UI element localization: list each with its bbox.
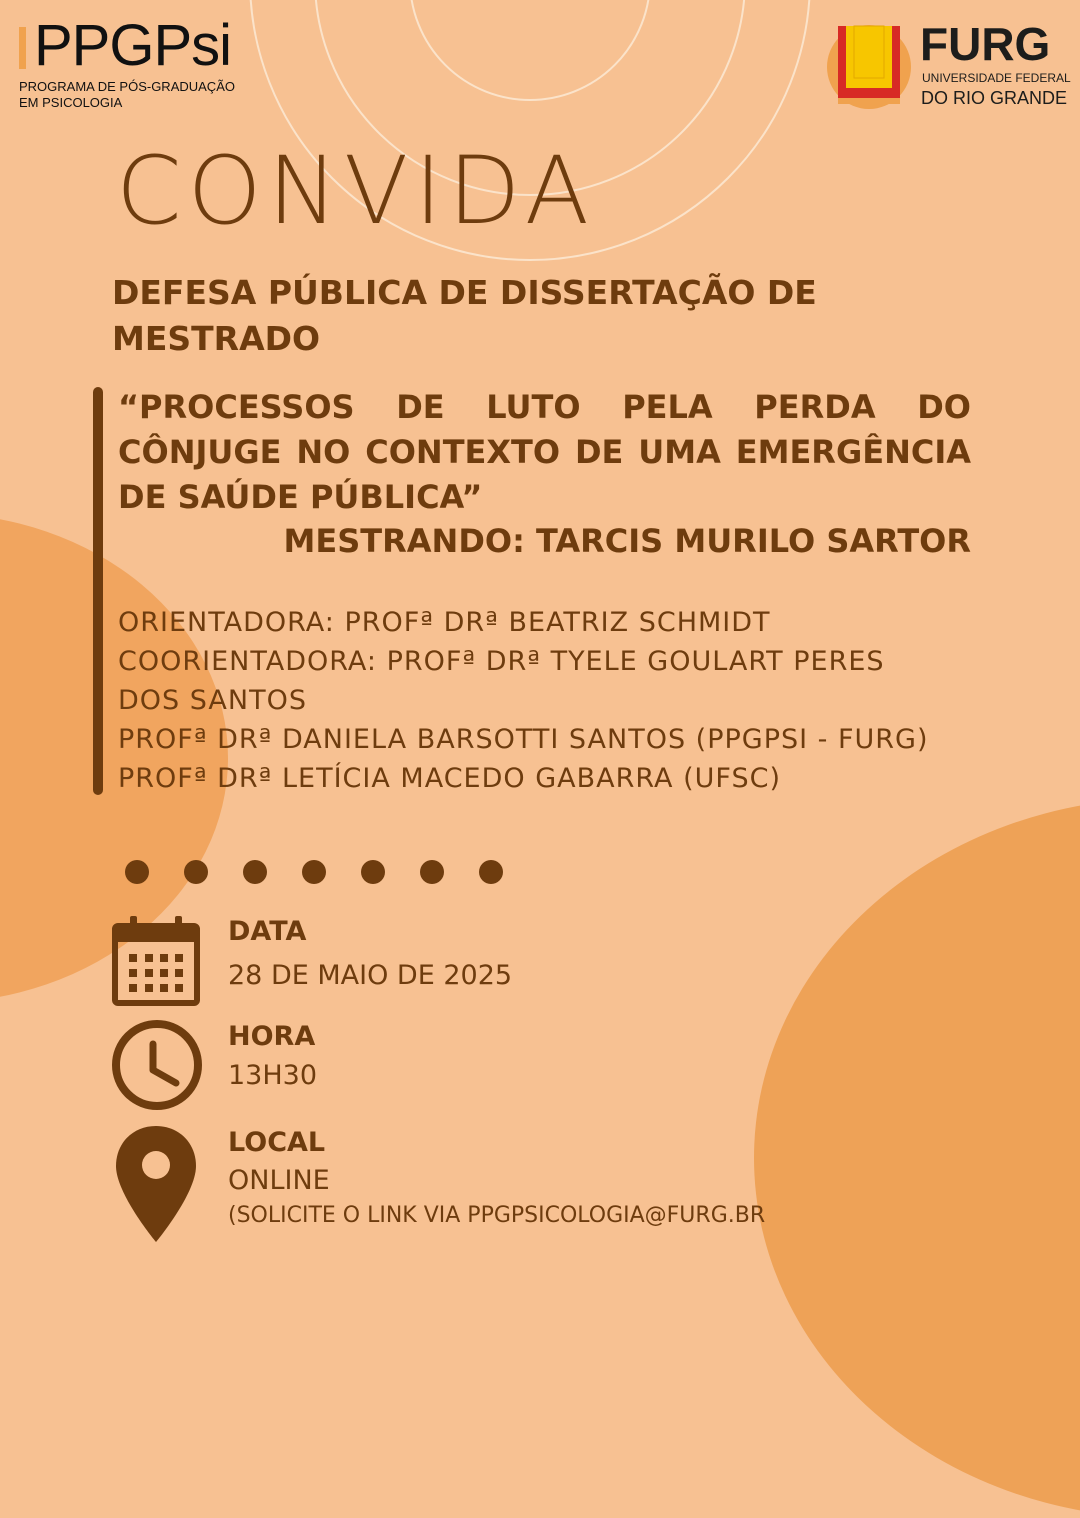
divider-dot <box>479 860 503 884</box>
divider-dot <box>420 860 444 884</box>
coadvisor-line2: DOS SANTOS <box>118 685 307 716</box>
furg-emblem-icon <box>826 18 912 110</box>
date-label: DATA <box>228 916 307 947</box>
place-value: ONLINE <box>228 1165 330 1196</box>
ppgpsi-subtitle-line2: EM PSICOLOGIA <box>19 95 123 110</box>
accent-bar <box>93 387 103 795</box>
date-value: 28 DE MAIO DE 2025 <box>228 960 513 991</box>
student-name: MESTRANDO: TARCIS MURILO SARTOR <box>283 522 971 560</box>
coadvisor-line1: COORIENTADORA: PROFª DRª TYELE GOULART PERES <box>118 646 885 677</box>
place-label: LOCAL <box>228 1127 326 1158</box>
ppgpsi-logo-title: PPGPsi <box>34 13 232 78</box>
ppgpsi-logo-subtitle <box>19 79 235 111</box>
place-note: (SOLICITE O LINK VIA PPGPSICOLOGIA@FURG.BR <box>228 1203 766 1228</box>
clock-icon <box>110 1018 204 1112</box>
furg-logo-subtitle-line1: UNIVERSIDADE FEDERAL <box>922 71 1071 85</box>
divider-dot <box>125 860 149 884</box>
event-type <box>112 270 832 362</box>
board-member-2: PROFª DRª LETÍCIA MACEDO GABARRA (UFSC) <box>118 763 781 794</box>
calendar-icon <box>110 914 202 1008</box>
event-type-line2: MESTRADO <box>112 319 321 358</box>
time-label: HORA <box>228 1021 316 1052</box>
ppgpsi-logo-bar <box>19 27 26 69</box>
ppgpsi-subtitle-line1: PROGRAMA DE PÓS-GRADUAÇÃO <box>19 79 235 94</box>
furg-logo-subtitle-line2: DO RIO GRANDE <box>921 88 1068 108</box>
location-pin-icon <box>114 1124 198 1244</box>
thesis-title: “PROCESSOS DE LUTO PELA PERDA DO CÔNJUGE NO CONTEXTO DE UMA EMERGÊNCIA DE SAÚDE PÚBLICA” <box>118 388 971 516</box>
examination-board <box>118 603 971 798</box>
divider-dot <box>243 860 267 884</box>
dot-divider <box>125 860 503 884</box>
time-value: 13H30 <box>228 1060 318 1091</box>
advisor: ORIENTADORA: PROFª DRª BEATRIZ SCHMIDT <box>118 607 771 638</box>
board-member-1: PROFª DRª DANIELA BARSOTTI SANTOS (PPGPSI - FURG) <box>118 724 929 755</box>
invite-heading: CONVIDA <box>116 137 595 246</box>
divider-dot <box>302 860 326 884</box>
furg-logo-title: FURG <box>920 18 1051 70</box>
divider-dot <box>361 860 385 884</box>
event-type-line1: DEFESA PÚBLICA DE DISSERTAÇÃO DE <box>112 273 817 312</box>
decorative-circle-right <box>754 798 1080 1518</box>
divider-dot <box>184 860 208 884</box>
